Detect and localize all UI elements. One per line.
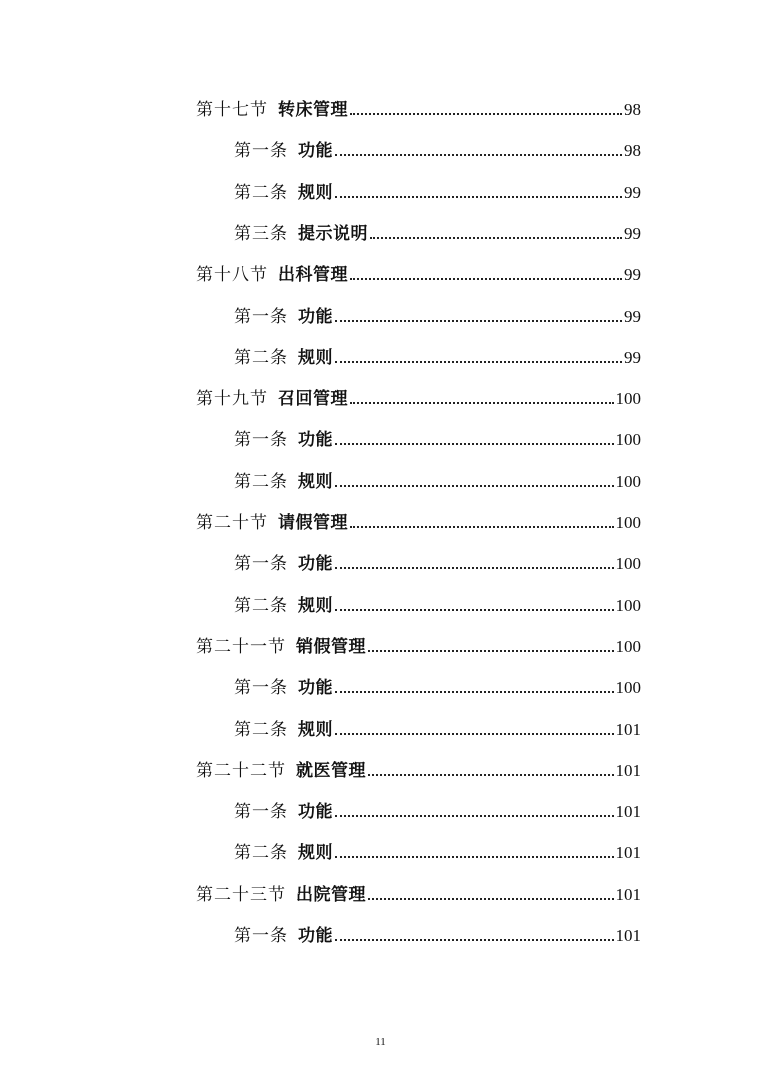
toc-entry-title: 规则 <box>298 719 333 740</box>
dot-leader <box>335 815 614 817</box>
toc-entry-number: 第一条 <box>234 141 288 162</box>
toc-article-entry[interactable] <box>234 916 641 946</box>
toc-entry-page: 101 <box>615 802 641 822</box>
dot-leader <box>335 567 614 569</box>
toc-entry-title: 功能 <box>298 802 333 823</box>
toc-entry-number: 第二条 <box>234 347 288 368</box>
toc-entry-number: 第二条 <box>234 471 288 492</box>
toc-entry-page: 100 <box>615 595 641 615</box>
toc-entry-title: 规则 <box>298 471 333 492</box>
toc-entry-number: 第二十节 <box>196 513 268 533</box>
toc-entry-title: 出院管理 <box>296 884 366 905</box>
toc-entry-page: 101 <box>615 760 641 780</box>
toc-entry-page: 99 <box>624 182 641 202</box>
toc-entry-title: 就医管理 <box>296 760 366 781</box>
dot-leader <box>335 856 614 858</box>
dot-leader <box>368 898 614 900</box>
toc-entry-page: 99 <box>624 265 641 285</box>
toc-entry-page: 101 <box>615 926 641 945</box>
toc-article-entry[interactable] <box>234 586 641 616</box>
toc-entry-page: 99 <box>624 306 641 326</box>
dot-leader <box>368 650 614 652</box>
toc-article-entry[interactable] <box>234 420 641 450</box>
toc-entry-title: 转床管理 <box>278 100 348 120</box>
toc-section-entry[interactable] <box>196 627 641 657</box>
dot-leader <box>335 361 622 363</box>
toc-entry-title: 规则 <box>298 843 333 864</box>
page-number: 11 <box>375 1036 386 1048</box>
toc-entry-title: 提示说明 <box>298 223 368 244</box>
toc-entry-title: 请假管理 <box>278 513 348 533</box>
dot-leader <box>335 609 614 611</box>
toc-section-entry[interactable] <box>196 255 641 285</box>
dot-leader <box>335 733 614 735</box>
toc-entry-number: 第十九节 <box>196 389 268 410</box>
toc-article-entry[interactable] <box>234 462 641 492</box>
toc-entry-title: 规则 <box>298 595 333 616</box>
dot-leader <box>335 196 622 198</box>
toc-article-entry[interactable] <box>234 173 641 203</box>
toc-article-entry[interactable] <box>234 833 641 863</box>
toc-section-entry[interactable] <box>196 751 641 781</box>
toc-entry-title: 功能 <box>298 430 333 451</box>
toc-entry-page: 101 <box>615 843 641 863</box>
toc-entry-number: 第二十三节 <box>196 884 286 905</box>
toc-article-entry[interactable] <box>234 214 641 244</box>
toc-entry-number: 第三条 <box>234 223 288 244</box>
toc-entry-title: 规则 <box>298 347 333 368</box>
dot-leader <box>350 402 614 404</box>
toc-article-entry[interactable] <box>234 297 641 327</box>
toc-entry-number: 第一条 <box>234 554 288 575</box>
toc-entry-title: 规则 <box>298 182 333 203</box>
toc-entry-number: 第一条 <box>234 802 288 823</box>
toc-section-entry[interactable] <box>196 875 641 905</box>
toc-section-entry[interactable] <box>196 90 641 120</box>
toc-entry-page: 101 <box>615 719 641 739</box>
toc-entry-page: 101 <box>615 884 641 904</box>
toc-entry-title: 功能 <box>298 926 333 946</box>
toc-entry-number: 第十八节 <box>196 265 268 286</box>
toc-entry-title: 功能 <box>298 141 333 162</box>
toc-entry-page: 100 <box>615 513 641 532</box>
dot-leader <box>350 278 622 280</box>
toc-entry-page: 98 <box>624 100 641 119</box>
toc-entry-page: 100 <box>615 554 641 574</box>
dot-leader <box>335 691 614 693</box>
toc-entry-page: 99 <box>624 347 641 367</box>
dot-leader <box>350 113 622 115</box>
dot-leader <box>350 526 614 528</box>
toc-entry-number: 第一条 <box>234 678 288 699</box>
toc-article-entry[interactable] <box>234 544 641 574</box>
toc-entry-title: 销假管理 <box>296 636 366 657</box>
toc-entry-number: 第二条 <box>234 182 288 203</box>
dot-leader <box>335 320 622 322</box>
dot-leader <box>335 443 614 445</box>
toc-entry-number: 第二十一节 <box>196 636 286 657</box>
toc-entry-title: 出科管理 <box>278 265 348 286</box>
dot-leader <box>335 485 614 487</box>
toc-article-entry[interactable] <box>234 131 641 161</box>
toc-entry-number: 第一条 <box>234 926 288 946</box>
dot-leader <box>368 774 614 776</box>
toc-entry-number: 第十七节 <box>196 100 268 120</box>
toc-entry-number: 第二条 <box>234 595 288 616</box>
toc-entry-title: 召回管理 <box>278 389 348 410</box>
toc-section-entry[interactable] <box>196 503 641 533</box>
toc-entry-page: 99 <box>624 223 641 243</box>
toc-entry-page: 98 <box>624 141 641 161</box>
toc-article-entry[interactable] <box>234 338 641 368</box>
toc-section-entry[interactable] <box>196 379 641 409</box>
toc-entry-page: 100 <box>615 678 641 698</box>
toc-entry-page: 100 <box>615 636 641 656</box>
toc-entry-page: 100 <box>615 389 641 409</box>
toc-entry-page: 100 <box>615 471 641 491</box>
toc-article-entry[interactable] <box>234 710 641 740</box>
toc-entry-number: 第一条 <box>234 306 288 327</box>
toc-entry-number: 第二条 <box>234 719 288 740</box>
toc-entry-number: 第一条 <box>234 430 288 451</box>
toc-entry-title: 功能 <box>298 306 333 327</box>
dot-leader <box>335 154 622 156</box>
toc-entry-title: 功能 <box>298 678 333 699</box>
toc-entry-number: 第二十二节 <box>196 760 286 781</box>
toc-entry-title: 功能 <box>298 554 333 575</box>
toc-article-entry[interactable] <box>234 668 641 698</box>
toc-article-entry[interactable] <box>234 792 641 822</box>
toc-entry-page: 100 <box>615 430 641 450</box>
toc-entry-number: 第二条 <box>234 843 288 864</box>
dot-leader <box>335 939 614 941</box>
dot-leader <box>370 237 622 239</box>
